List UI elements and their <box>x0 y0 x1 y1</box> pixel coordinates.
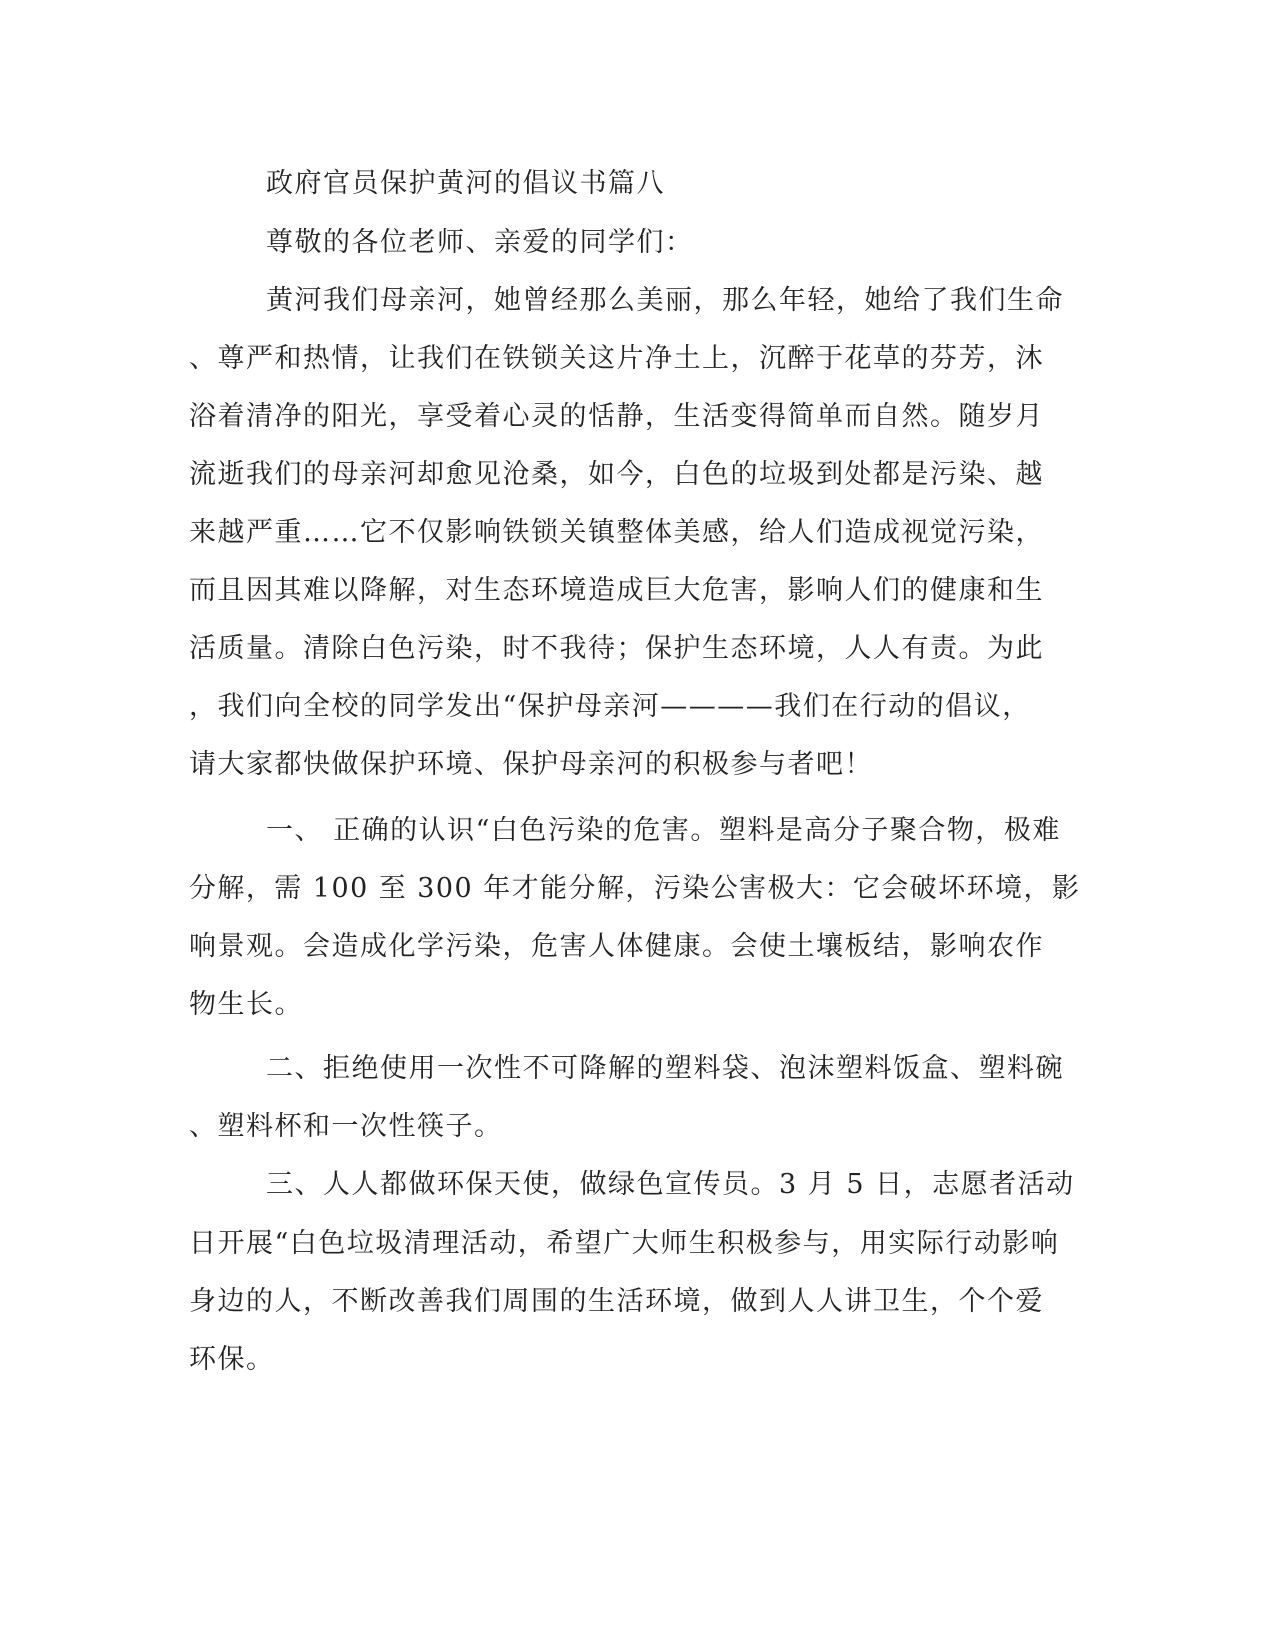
salutation: 尊敬的各位老师、亲爱的同学们： <box>266 227 694 258</box>
paragraph-line: 、塑料杯和一次性筷子。 <box>189 1111 503 1142</box>
paragraph-line: 请大家都快做保护环境、保护母亲河的积极参与者吧！ <box>189 749 873 780</box>
paragraph-line: 分解，需 100 至 300 年才能分解，污染公害极大：它会破坏环境，影 <box>189 873 1081 904</box>
paragraph-line: 而且因其难以降解，对生态环境造成巨大危害，影响人们的健康和生 <box>189 575 1044 606</box>
paragraph-line: 一、 正确的认识“白色污染的危害。塑料是高分子聚合物，极难 <box>266 815 1061 846</box>
paragraph-line: 浴着清净的阳光，享受着心灵的恬静，生活变得简单而自然。随岁月 <box>189 401 1044 432</box>
paragraph-line: 身边的人，不断改善我们周围的生活环境，做到人人讲卫生，个个爱 <box>189 1286 1044 1317</box>
paragraph-line: 二、拒绝使用一次性不可降解的塑料袋、泡沫塑料饭盒、塑料碗 <box>266 1053 1064 1084</box>
document-title: 政府官员保护黄河的倡议书篇八 <box>266 168 665 199</box>
paragraph-line: 、尊严和热情，让我们在铁锁关这片净土上，沉醉于花草的芬芳，沐 <box>189 343 1044 374</box>
paragraph-line: 流逝我们的母亲河却愈见沧桑，如今，白色的垃圾到处都是污染、越 <box>189 459 1044 490</box>
paragraph-line: 日开展“白色垃圾清理活动，希望广大师生积极参与，用实际行动影响 <box>189 1228 1060 1259</box>
paragraph-line: ，我们向全校的同学发出“保护母亲河————我们在行动的倡议， <box>189 691 1031 722</box>
paragraph-line: 响景观。会造成化学污染，危害人体健康。会使土壤板结，影响农作 <box>189 931 1044 962</box>
paragraph-line: 三、人人都做环保天使，做绿色宣传员。3 月 5 日，志愿者活动 <box>266 1169 1075 1200</box>
paragraph-line: 环保。 <box>189 1344 275 1375</box>
paragraph-line: 黄河我们母亲河，她曾经那么美丽，那么年轻，她给了我们生命 <box>266 285 1064 316</box>
paragraph-line: 物生长。 <box>189 989 303 1020</box>
paragraph-line: 活质量。清除白色污染，时不我待；保护生态环境，人人有责。为此 <box>189 633 1044 664</box>
paragraph-line: 来越严重……它不仅影响铁锁关镇整体美感，给人们造成视觉污染， <box>189 517 1044 548</box>
